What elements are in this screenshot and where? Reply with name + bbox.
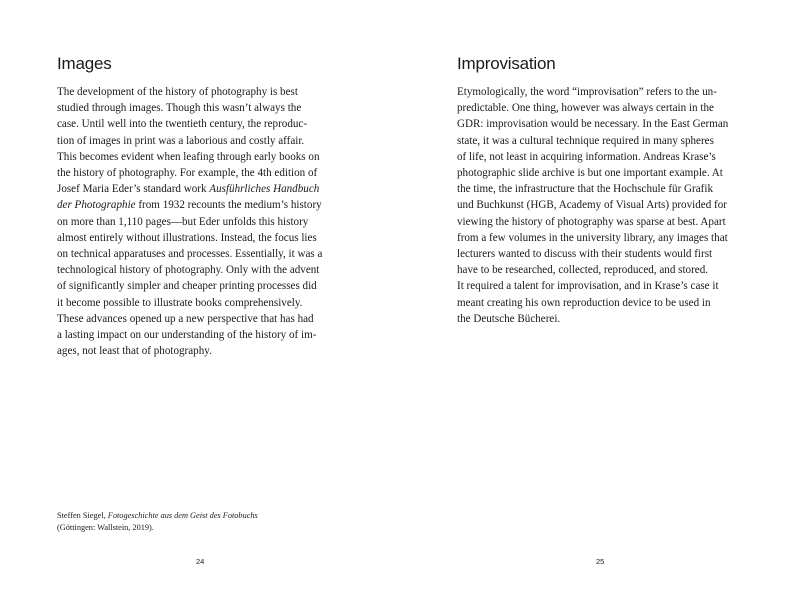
right-page [400,0,800,600]
text-line: ages, not least that of photography. [57,345,212,358]
text-line: of life, not least in acquiring information. Andreas Krase’s [457,150,716,163]
body-text [457,84,757,327]
text-line: These advances opened up a new perspective that has had [57,312,314,325]
text-line: the history of photography. For example, the 4th edition of [57,167,318,180]
text-line: it become possible to illustrate books comprehensively. [57,296,303,309]
text-line: lecturers wanted to discuss with their students would first [457,248,713,261]
text-line: This becomes evident when leafing through early books on [57,150,320,163]
text-line: und Buchkunst (HGB, Academy of Visual Arts) provided for [457,199,727,212]
footnote-book-title: Fotogeschichte aus dem Geist des Fotobuchs [107,511,258,520]
text-line [57,181,357,197]
body-text [57,84,357,359]
footnote-author: Steffen Siegel, [57,511,108,520]
footnote-publisher: (Göttingen: Wallstein, 2019). [57,523,154,532]
text-fragment: Josef Maria Eder’s standard work [57,183,210,196]
text-line [57,197,357,213]
text-line: have to be researched, collected, reproduced, and stored. [457,264,709,277]
book-title-italic: der Photographie [57,199,136,212]
text-line: Etymologically, the word “improvisation” refers to the un- [457,86,717,98]
text-line: viewing the history of photography was sparse at best. Apart [457,215,726,228]
page-number: 25 [596,557,605,566]
text-line: a lasting impact on our understanding of the history of im- [57,329,317,342]
text-line: photographic slide archive is but one important example. At [457,167,723,180]
text-line: GDR: improvisation would be necessary. In the East German [457,118,729,131]
text-line: the Deutsche Bücherei. [457,312,561,325]
page-number: 24 [196,557,205,566]
text-line: from a few volumes in the university library, any images that [457,231,728,244]
text-line: The development of the history of photography is best [57,86,298,98]
footnote-citation [57,510,258,522]
page-heading: Images [57,54,112,73]
text-line: on technical apparatuses and processes. Essentially, it was a [57,248,323,261]
text-line: predictable. One thing, however was always certain in the [457,102,714,115]
book-title-italic: Ausführliches Handbuch [209,183,320,196]
text-line: meant creating his own reproduction device to be used in [457,296,711,309]
text-line: the time, the infrastructure that the Hochschule für Grafik [457,183,713,196]
text-line: tion of images in print was a laborious and costly affair. [57,134,305,147]
text-line: technological history of photography. Only with the advent [57,264,320,277]
text-line: case. Until well into the twentieth century, the reproduc- [57,118,308,131]
text-line: on more than 1,110 pages—but Eder unfolds this history [57,215,309,228]
text-fragment: from 1932 recounts the medium’s history [135,199,322,212]
page-heading: Improvisation [457,54,556,73]
text-line: almost entirely without illustrations. Instead, the focus lies [57,231,317,244]
text-line: state, it was a cultural technique required in many spheres [457,134,714,147]
text-line: of significantly simpler and cheaper printing processes did [57,280,317,293]
footnote [57,510,258,534]
text-line: It required a talent for improvisation, and in Krase’s case it [457,280,719,293]
text-line: studied through images. Though this wasn’t always the [57,102,302,115]
